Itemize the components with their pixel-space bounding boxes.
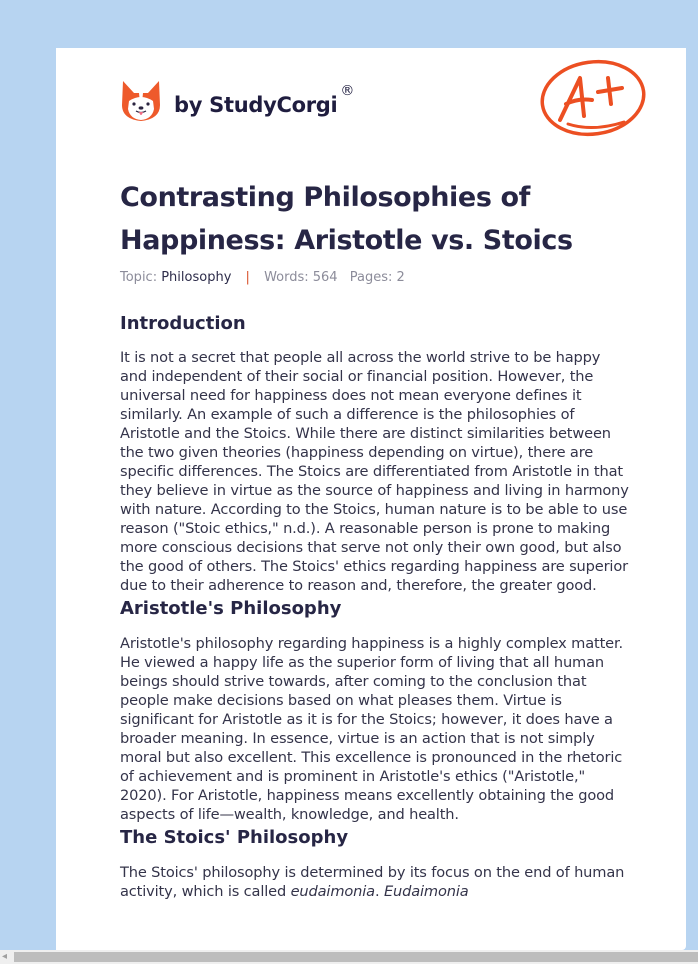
stoics-term-eudaimonia: eudaimonia (290, 883, 375, 900)
section-heading-aristotle: Aristotle's Philosophy (120, 598, 342, 619)
stoics-text-mid: . (374, 883, 384, 900)
meta-separator: | (245, 270, 250, 285)
word-count: Words: 564 (264, 270, 338, 285)
page-count: Pages: 2 (349, 270, 405, 285)
scrollbar-thumb[interactable] (14, 952, 698, 962)
corgi-icon (120, 79, 162, 123)
section-paragraph-introduction: It is not a secret that people all across the world strive to be happy and independent of their social or financial position. However, the universal need for happiness does not mean everyone defines it similarly. An example of such a difference is the philosophies of Aristotle and the Stoics. While there are distinct similarities between the two given theories (happiness depending on virtue), there are specific differences. The Stoics are differentiated from Aristotle in that they believe in virtue as the source of happiness and living in harmony with nature. According to the Stoics, human nature is to be able to use reason ("Stoic ethics," n.d.). A reasonable person is prone to making more conscious decisions that serve not only their own good, but also the good of others. The Stoics' ethics regarding happiness are superior due to their adherence to reason and, therefore, the greater good. (120, 349, 629, 594)
document-page (56, 48, 686, 950)
stoics-text-start: The Stoics' philosophy is determined by its focus on the end of human activity, which is called (120, 864, 625, 900)
stoics-term-eudaimonia-2: Eudaimonia (383, 883, 469, 900)
section-paragraph-aristotle: Aristotle's philosophy regarding happiness is a highly complex matter. He viewed a happy life as the superior form of living that all human beings should strive towards, after coming to the conclusion that people make decisions based on what pleases them. Virtue is significant for Aristotle as it is for the Stoics; however, it does have a broader meaning. In essence, virtue is an action that is not simply moral but also excellent. This excellence is pronounced in the rhetoric of achievement and is prominent in Aristotle's ethics ("Aristotle," 2020). For Aristotle, happiness means excellently obtaining the good aspects of life—wealth, knowledge, and health. (120, 635, 623, 823)
document-title: Contrasting Philosophies of Happiness: Aristotle vs. Stoics (120, 182, 573, 256)
topic-label: Topic: (120, 270, 158, 285)
scroll-left-arrow-icon[interactable]: ◂ (2, 951, 8, 962)
section-heading-introduction: Introduction (120, 313, 246, 334)
registered-mark: ® (340, 83, 355, 99)
brand-name: by StudyCorgi (174, 93, 338, 117)
grade-a-plus-icon (538, 58, 648, 140)
topic-link[interactable]: Philosophy (161, 270, 232, 285)
document-meta (120, 270, 405, 285)
section-heading-stoics: The Stoics' Philosophy (120, 827, 349, 848)
horizontal-scrollbar[interactable] (0, 950, 698, 964)
section-paragraph-stoics (120, 863, 630, 901)
document-body (120, 310, 630, 901)
brand-logo[interactable] (120, 76, 355, 126)
